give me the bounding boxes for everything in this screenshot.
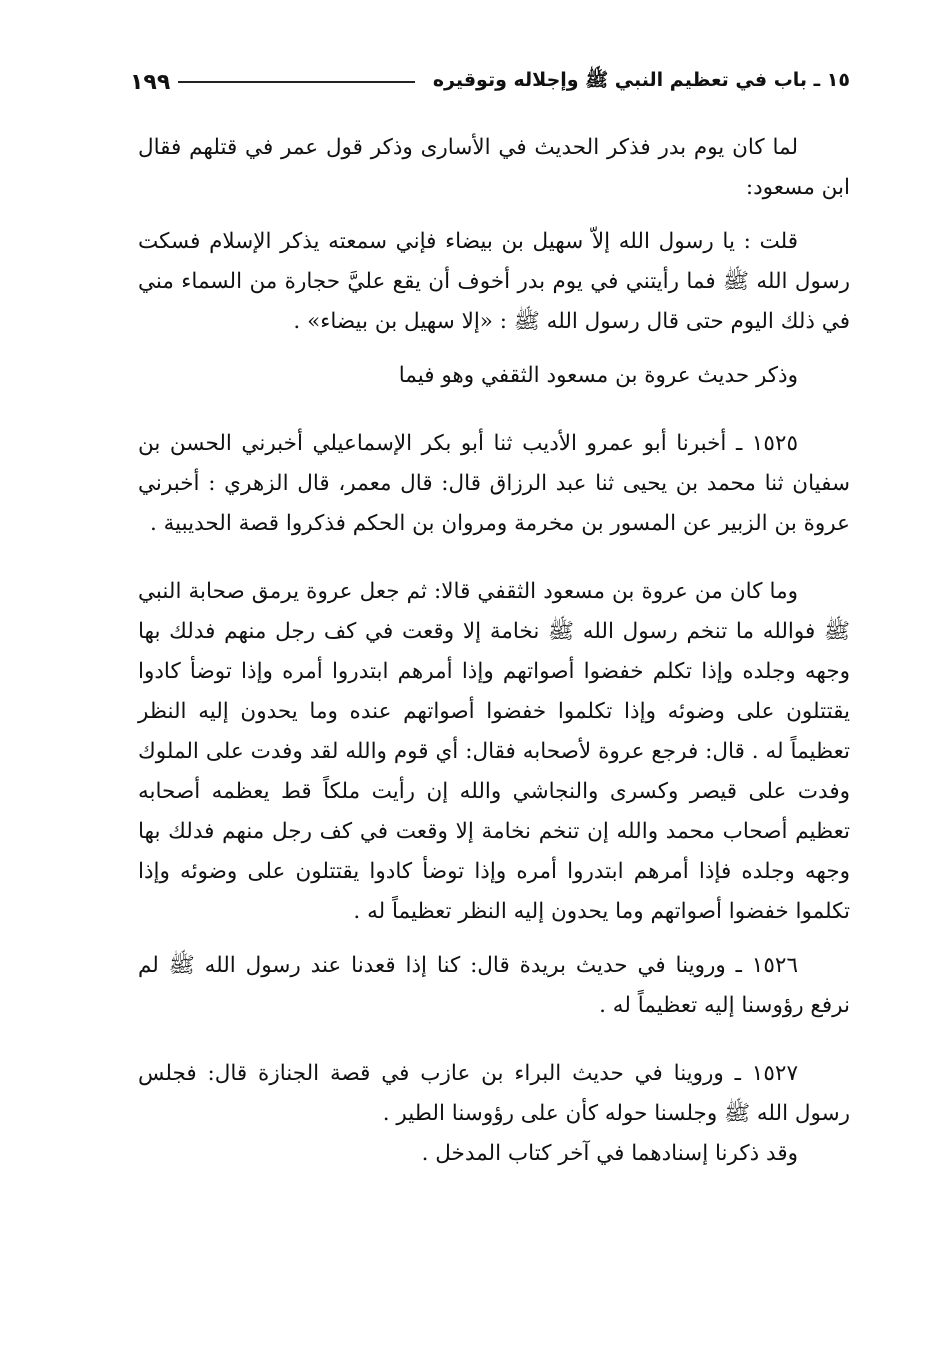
chapter-title: ١٥ ـ باب في تعظيم النبي ﷺ وإجلاله وتوقيره <box>432 69 850 91</box>
paragraph-isnad-note: وقد ذكرنا إسنادهما في آخر كتاب المدخل . <box>421 1141 798 1166</box>
hadith-1525: ١٥٢٥ ـ أخبرنا أبو عمرو الأديب ثنا أبو بكر الإسماعيلي أخبرني الحسن بن سفيان ثنا محمد بن يحيى ثنا عبد الرزاق قال: قال معمر، قال الزهري : أخبرني عروة بن الزبير عن المسور بن مخرمة ومروان بن الحكم فذكروا قصة الحديبية . <box>138 431 850 536</box>
paragraph-badr: لما كان يوم بدر فذكر الحديث في الأسارى وذكر قول عمر في قتلهم فقال ابن مسعود: <box>138 135 850 200</box>
spacer <box>138 342 850 356</box>
paragraph-urwa-story: وما كان من عروة بن مسعود الثقفي قالا: ثم جعل عروة يرمق صحابة النبي ﷺ فوالله ما تنخم رسول الله ﷺ نخامة إلا وقعت في كف رجل منهم فدلك بها وجهه وجلده وإذا تكلم خفضوا أصواتهم وإذا أمرهم ابتدروا أمره وإذا توضأ كادوا يقتتلون على وضوئه وإذا تكلموا خفضوا أصواتهم عنده وما يحدون إليه النظر تعظيماً له . قال: فرجع عروة لأصحابه فقال: أي قوم والله لقد وفدت على الملوك وفدت على قيصر وكسرى والنجاشي والله إن رأيت ملكاً قط يعظمه أصحابه تعظيم أصحاب محمد والله إن تنخم نخامة إلا وقعت في كف رجل منهم فدلك بها وجهه وجلده فإذا أمرهم ابتدروا أمره وإذا توضأ كادوا يقتتلون على وضوئه وإذا تكلموا خفضوا أصواتهم وما يحدون إليه النظر تعظيماً له . <box>138 579 850 924</box>
spacer <box>138 396 850 424</box>
spacer <box>138 932 850 946</box>
hadith-1527: ١٥٢٧ ـ وروينا في حديث البراء بن عازب في قصة الجنازة قال: فجلس رسول الله ﷺ وجلسنا حوله كأن على رؤوسنا الطير . <box>138 1061 850 1126</box>
spacer <box>138 208 850 222</box>
hadith-1526: ١٥٢٦ ـ وروينا في حديث بريدة قال: كنا إذا قعدنا عند رسول الله ﷺ لم نرفع رؤوسنا إليه تعظيماً له . <box>138 953 850 1018</box>
page-body <box>138 128 850 1174</box>
paragraph-urwa-intro: وذكر حديث عروة بن مسعود الثقفي وهو فيما <box>398 363 798 388</box>
page-number: ١٩٩ <box>130 69 171 95</box>
spacer <box>138 544 850 572</box>
paragraph-suhail: قلت : يا رسول الله إلاّ سهيل بن بيضاء فإني سمعته يذكر الإسلام فسكت رسول الله ﷺ فما رأيتني في يوم بدر أخوف أن يقع عليَّ حجارة من السماء مني في ذلك اليوم حتى قال رسول الله ﷺ : «إلا سهيل بن بيضاء» . <box>138 229 850 334</box>
spacer <box>138 1026 850 1054</box>
header-rule <box>178 81 415 83</box>
running-header <box>130 62 850 102</box>
